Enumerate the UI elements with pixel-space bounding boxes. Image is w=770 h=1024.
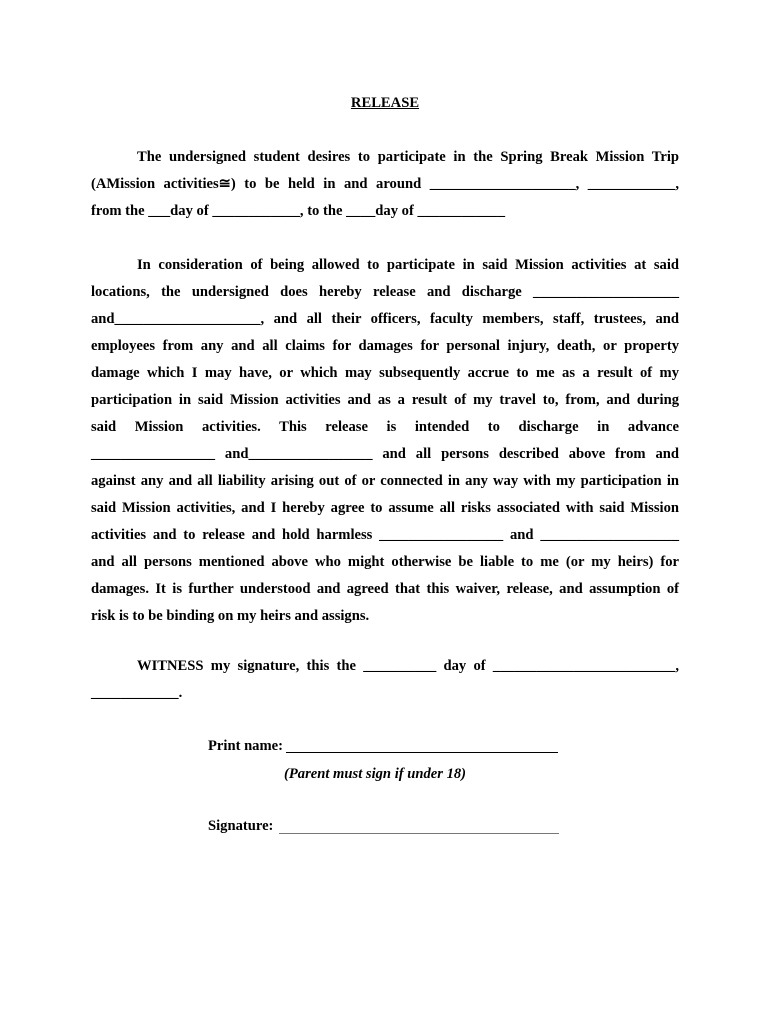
paragraph-line: (AMission activities≅) to be held in and around ____________________, ____________, [91,176,679,192]
signature-label: Signature: [208,818,274,834]
paragraph-line: WITNESS my signature, this the __________ day of _________________________, [137,658,679,674]
document-title: RELEASE [350,95,420,111]
parent-note: (Parent must sign if under 18) [284,766,467,782]
signature-field[interactable] [279,833,559,834]
paragraph-line: locations, the undersigned does hereby release and discharge ____________________ [91,284,679,300]
paragraph-line: from the ___day of ____________, to the ____day of ____________ [91,203,506,219]
paragraph-line: employees from any and all claims for damages for personal injury, death, or property [91,338,679,354]
paragraph-line: damages. It is further understood and agreed that this waiver, release, and assumption of [91,581,679,597]
paragraph-line: activities and to release and hold harmless _________________ and ___________________ [91,527,679,543]
paragraph-line: _________________ and_________________ and all persons described above from and [91,446,679,462]
paragraph-line: participation in said Mission activities and as a result of my travel to, from, and during [91,392,679,408]
paragraph-line: risk is to be binding on my heirs and assigns. [91,608,370,624]
paragraph-trip-details [91,144,679,225]
paragraph-line: In consideration of being allowed to participate in said Mission activities at said [137,257,679,273]
paragraph-release-terms [91,252,679,630]
paragraph-line: The undersigned student desires to participate in the Spring Break Mission Trip [137,149,679,165]
paragraph-line: and____________________, and all their officers, faculty members, staff, trustees, and [91,311,679,327]
paragraph-witness [91,653,679,707]
print-name-field[interactable] [286,752,558,753]
print-name-label: Print name: [208,738,283,754]
paragraph-line: said Mission activities, and I hereby agree to assume all risks associated with said Mission [91,500,679,516]
paragraph-line: and all persons mentioned above who might otherwise be liable to me (or my heirs) for [91,554,679,570]
paragraph-line: said Mission activities. This release is intended to discharge in advance [91,419,679,435]
paragraph-line: against any and all liability arising out of or connected in any way with my participation in [91,473,679,489]
paragraph-line: damage which I may have, or which may subsequently accrue to me as a result of my [91,365,679,381]
paragraph-line: ____________. [91,685,183,701]
